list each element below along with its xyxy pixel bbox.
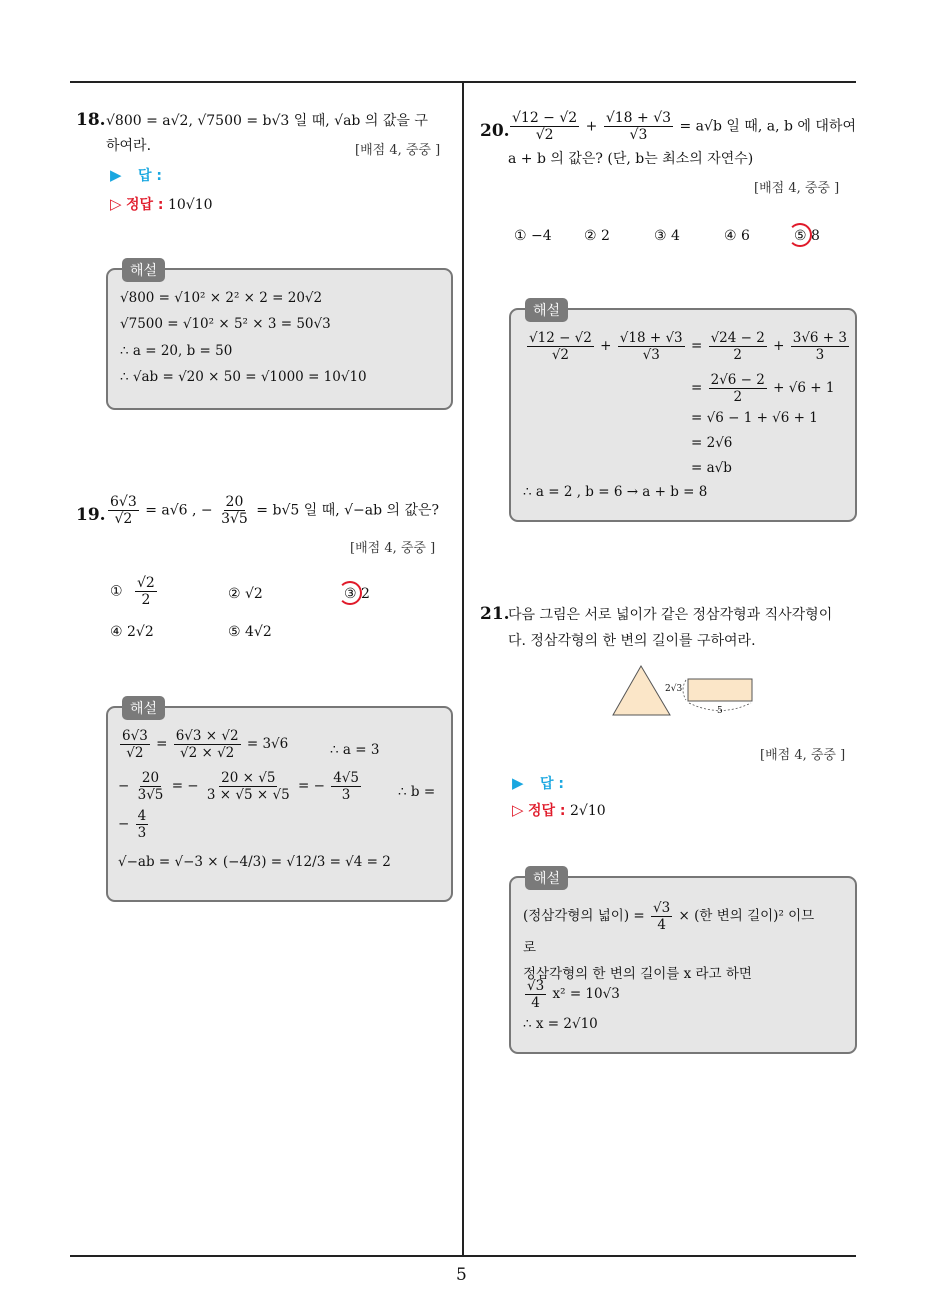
solution-line: ∴ a = 2 , b = 6 → a + b = 8 bbox=[523, 484, 708, 500]
denominator: 3√5 bbox=[221, 511, 248, 527]
fraction bbox=[525, 978, 546, 1011]
denominator: √2 bbox=[551, 347, 570, 363]
equals-sign: = − bbox=[171, 778, 199, 794]
solution-line bbox=[523, 900, 814, 933]
width-label: 5 bbox=[717, 706, 723, 716]
selected-answer-circle-icon bbox=[338, 581, 362, 605]
q18-answer-row bbox=[110, 165, 162, 185]
numerator: √12 − √2 bbox=[512, 110, 578, 126]
q21-correct-row bbox=[512, 800, 606, 822]
correct-label: 정답 : bbox=[528, 803, 566, 819]
q19-solution-box bbox=[106, 701, 453, 902]
solution-tab: 해설 bbox=[525, 866, 568, 890]
fraction bbox=[510, 110, 579, 143]
q20-text-line2: a + b 의 값은? (단, b는 최소의 자연수) bbox=[508, 151, 754, 167]
denominator: 4 bbox=[657, 917, 666, 933]
denominator: 3 bbox=[341, 787, 351, 803]
equals-sign: = bbox=[156, 736, 168, 752]
solution-line: 정삼각형의 한 변의 길이를 x 라고 하면 bbox=[523, 966, 752, 982]
solution-line: = $\frac{2√6 - 2}{2}$ + √6 + 1 bbox=[691, 372, 835, 405]
height-label: 2√3 bbox=[665, 684, 683, 694]
rectangle bbox=[688, 679, 752, 701]
fraction bbox=[108, 494, 139, 527]
denominator: √2 × √2 bbox=[179, 745, 235, 761]
column-divider bbox=[462, 82, 464, 1257]
q20-text-rest: = a√b 일 때, a, b 에 대하여 bbox=[679, 118, 856, 135]
solution-line: ∴ x = 2√10 bbox=[523, 1016, 598, 1032]
solution-therefore: ∴ b = bbox=[398, 784, 436, 800]
numerator: √18 + √3 bbox=[605, 110, 672, 126]
bottom-rule bbox=[70, 1255, 856, 1257]
numerator: 2√6 − 2 bbox=[710, 372, 765, 388]
q20-question bbox=[508, 110, 856, 143]
denominator: 2 bbox=[141, 592, 151, 608]
solution-line: $\frac{√12 - √2}{√2}$ + $\frac{√18 + √3}{√3}$ = $\frac{√24 - 2}{2}$ + $\frac{3√6 + 3}{3}$ bbox=[529, 330, 847, 363]
numerator: 6√3 bbox=[122, 728, 148, 744]
fraction bbox=[709, 330, 767, 363]
solution-line: √7500 = √10² × 5² × 3 = 50√3 bbox=[120, 316, 331, 332]
q19-number: 19. bbox=[76, 505, 106, 525]
q20-choice-4[interactable]: ④ 6 bbox=[724, 228, 750, 244]
q21-number: 21. bbox=[480, 604, 510, 624]
denominator: √2 bbox=[126, 745, 144, 761]
q18-number: 18. bbox=[76, 110, 106, 130]
outline-arrow-icon: ▷ bbox=[512, 801, 524, 819]
solution-therefore: ∴ a = 3 bbox=[330, 742, 380, 758]
denominator: 3 × √5 × √5 bbox=[206, 787, 290, 803]
numerator: 6√3 bbox=[110, 494, 137, 510]
q18-text-line1: √800 = a√2, √7500 = b√3 일 때, √ab 의 값을 구 bbox=[106, 113, 428, 129]
denominator: 2 bbox=[733, 347, 742, 363]
correct-label: 정답 : bbox=[126, 197, 164, 213]
q18-text-line2: 하여라. bbox=[106, 138, 152, 154]
outline-arrow-icon: ▷ bbox=[110, 195, 122, 213]
solution-tab: 해설 bbox=[525, 298, 568, 322]
denominator: 2 bbox=[733, 389, 743, 405]
q21-text-line1: 다음 그림은 서로 넓이가 같은 정삼각형과 직사각형이 bbox=[508, 607, 833, 623]
result: + √6 + 1 bbox=[773, 380, 835, 396]
numerator: √12 − √2 bbox=[529, 330, 592, 346]
denominator: √3 bbox=[642, 347, 660, 363]
solution-line: ∴ √ab = √20 × 50 = √1000 = 10√10 bbox=[120, 369, 367, 385]
fraction bbox=[120, 728, 150, 761]
q20-choice-2[interactable]: ② 2 bbox=[584, 228, 610, 244]
solution-line: = √6 − 1 + √6 + 1 bbox=[691, 410, 818, 426]
fraction bbox=[527, 330, 594, 363]
answer-label: 답 : bbox=[540, 776, 564, 792]
solution-line: = a√b bbox=[691, 460, 732, 476]
numerator: √3 bbox=[527, 978, 545, 994]
q19-question bbox=[106, 494, 439, 527]
denominator: 3 bbox=[137, 825, 147, 841]
denominator: √3 bbox=[629, 127, 648, 143]
height-dashed-arc bbox=[683, 680, 686, 700]
q19-text-mid: = a√6 , − bbox=[145, 502, 213, 519]
fraction bbox=[136, 808, 149, 841]
fraction bbox=[135, 575, 157, 608]
correct-value: 2√10 bbox=[569, 803, 606, 819]
equilateral-triangle bbox=[613, 666, 670, 715]
solution-line bbox=[523, 978, 620, 1011]
fraction bbox=[709, 372, 767, 405]
q19-text-rest: = b√5 일 때, √−ab 의 값은? bbox=[256, 502, 440, 519]
numerator: 4√5 bbox=[333, 770, 359, 786]
denominator: 3√5 bbox=[137, 787, 164, 803]
q20-score-tag: [배점 4, 중중 ] bbox=[754, 181, 840, 196]
solution-line: √−ab = √−3 × (−4/3) = √12/3 = √4 = 2 bbox=[118, 854, 391, 870]
solution-line: ∴ a = 20, b = 50 bbox=[120, 343, 233, 359]
correct-value: 10√10 bbox=[167, 197, 213, 213]
q21-score-tag: [배점 4, 중중 ] bbox=[760, 748, 846, 763]
q20-choice-3[interactable]: ③ 4 bbox=[654, 228, 680, 244]
numerator: 20 bbox=[141, 770, 160, 786]
solution-line bbox=[118, 770, 363, 803]
choice-mark: ① bbox=[110, 583, 123, 600]
q21-figure bbox=[612, 664, 757, 720]
q18-correct-row bbox=[110, 194, 213, 216]
q19-choice-5[interactable]: ⑤ 4√2 bbox=[228, 624, 272, 640]
selected-answer-circle-icon bbox=[788, 223, 812, 247]
result: = 3√6 bbox=[246, 736, 289, 752]
solution-line bbox=[118, 728, 288, 761]
answer-label: 답 : bbox=[138, 168, 162, 184]
text: x² = 10√3 bbox=[552, 986, 620, 1002]
page-number: 5 bbox=[456, 1265, 467, 1285]
q19-choice-4[interactable]: ④ 2√2 bbox=[110, 624, 154, 640]
fraction bbox=[791, 330, 849, 363]
solution-tab: 해설 bbox=[122, 258, 165, 282]
numerator: 20 × √5 bbox=[221, 770, 276, 786]
equals-sign: = − bbox=[297, 778, 325, 794]
q20-solution-box bbox=[509, 303, 857, 522]
fraction bbox=[174, 728, 241, 761]
solution-line bbox=[118, 808, 150, 841]
numerator: 4 bbox=[137, 808, 147, 824]
fraction bbox=[219, 494, 250, 527]
solution-tab: 해설 bbox=[122, 696, 165, 720]
denominator: 3 bbox=[815, 347, 825, 363]
numerator: 3√6 + 3 bbox=[792, 330, 847, 346]
q21-answer-row bbox=[512, 773, 564, 793]
fraction bbox=[618, 330, 685, 363]
fraction bbox=[331, 770, 361, 803]
fraction bbox=[651, 900, 672, 933]
minus-sign: − bbox=[118, 778, 130, 794]
numerator: √2 bbox=[137, 575, 155, 591]
q19-choice-2[interactable]: ② √2 bbox=[228, 586, 263, 602]
plus-sign: + bbox=[585, 118, 598, 135]
q19-score-tag: [배점 4, 중중 ] bbox=[350, 541, 436, 556]
q18-solution-box bbox=[106, 263, 453, 410]
q19-choice-1[interactable] bbox=[110, 575, 159, 608]
numerator: 6√3 × √2 bbox=[175, 728, 239, 744]
q21-text-line2: 다. 정삼각형의 한 변의 길이를 구하여라. bbox=[508, 633, 756, 649]
play-arrow-icon: ▶ bbox=[512, 774, 524, 792]
text: (정삼각형의 넓이) = bbox=[523, 908, 645, 924]
q21-solution-box bbox=[509, 871, 857, 1054]
q20-choice-1[interactable]: ① −4 bbox=[514, 228, 552, 244]
fraction bbox=[604, 110, 673, 143]
numerator: 20 bbox=[225, 494, 244, 510]
fraction bbox=[136, 770, 166, 803]
denominator: 4 bbox=[531, 995, 540, 1011]
numerator: √24 − 2 bbox=[710, 330, 765, 346]
q20-choice-5[interactable]: ⑤ 8 bbox=[794, 228, 820, 244]
q20-number: 20. bbox=[480, 121, 510, 141]
fraction bbox=[205, 770, 292, 803]
triangle-rectangle-figure bbox=[612, 664, 757, 720]
q18-score-tag: [배점 4, 중중 ] bbox=[355, 143, 441, 158]
text: × (한 변의 길이)² 이므 bbox=[678, 908, 815, 924]
play-arrow-icon: ▶ bbox=[110, 166, 122, 184]
solution-line: √800 = √10² × 2² × 2 = 20√2 bbox=[120, 290, 323, 306]
minus-sign: − bbox=[118, 816, 130, 832]
denominator: √2 bbox=[114, 511, 133, 527]
solution-line: = 2√6 bbox=[691, 435, 733, 451]
numerator: √3 bbox=[653, 900, 671, 916]
solution-line: 로 bbox=[523, 940, 537, 956]
q19-choice-3[interactable]: ③ 2 bbox=[344, 586, 370, 602]
numerator: √18 + √3 bbox=[619, 330, 683, 346]
denominator: √2 bbox=[535, 127, 554, 143]
